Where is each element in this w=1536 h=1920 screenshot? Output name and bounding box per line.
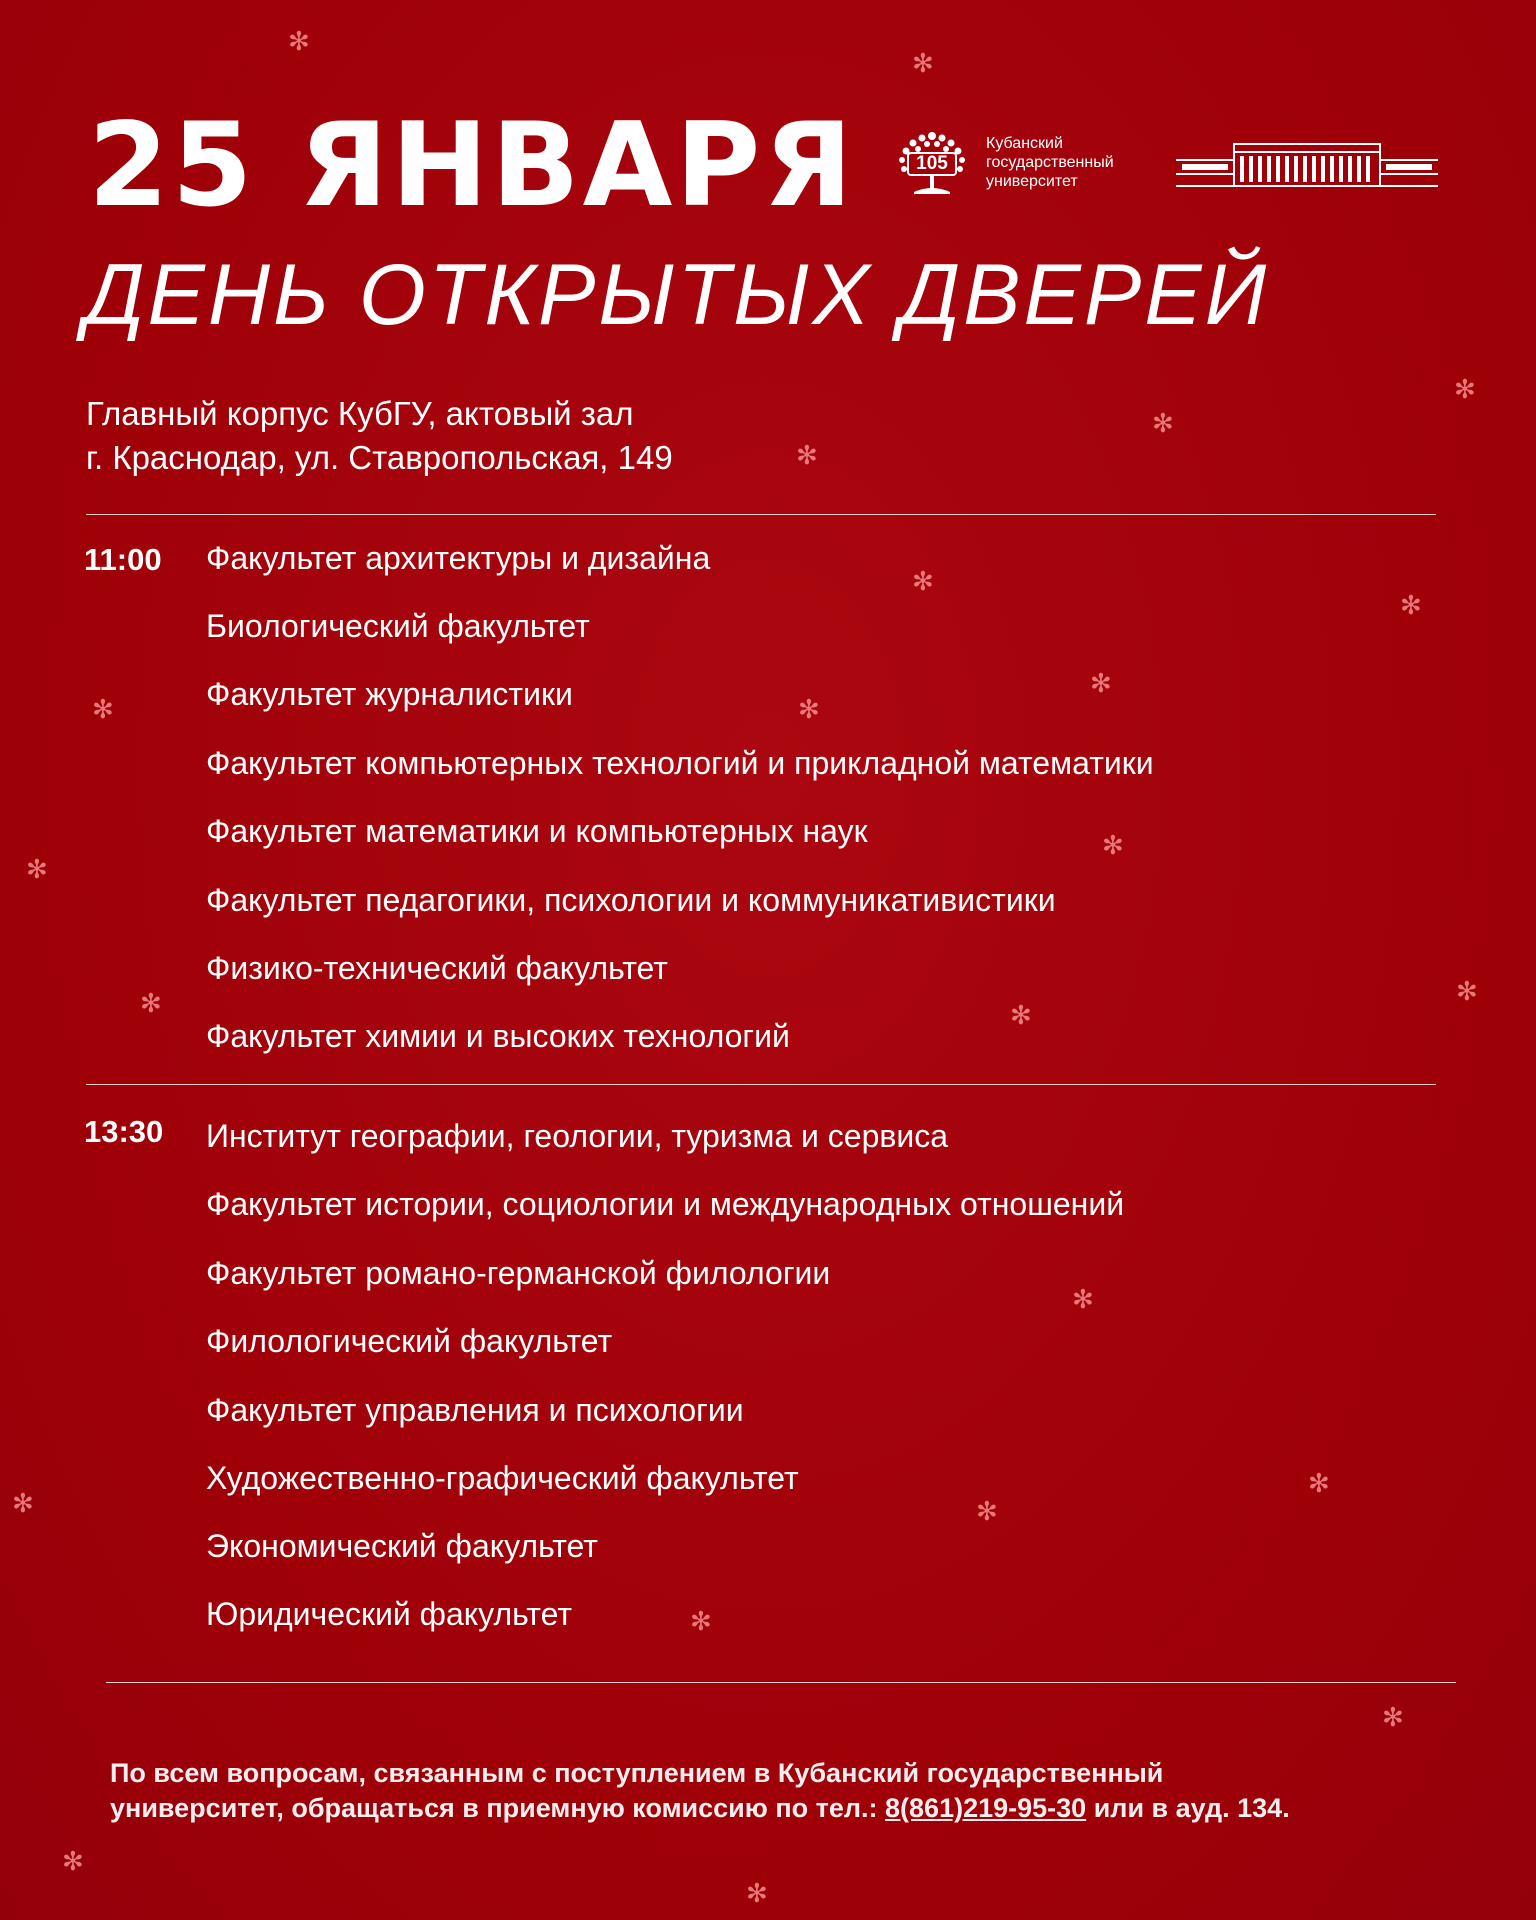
snowflake-icon: ✻	[12, 1488, 34, 1518]
snowflake-icon: ✻	[1400, 590, 1422, 620]
divider	[106, 1682, 1456, 1683]
faculty-item: Биологический факультет	[206, 608, 590, 644]
faculty-item: Факультет истории, социологии и международных отношений	[206, 1186, 1125, 1222]
faculty-item: Экономический факультет	[206, 1528, 598, 1564]
university-name-line: университет	[986, 173, 1078, 190]
logo-badge-number: 105	[916, 153, 948, 174]
snowflake-icon: ✻	[1102, 830, 1124, 860]
event-address	[86, 392, 673, 480]
university-building-icon	[1176, 138, 1438, 192]
snowflake-icon: ✻	[1454, 374, 1476, 404]
university-name-line: Кубанский	[986, 135, 1063, 152]
address-line-street: г. Краснодар, ул. Ставропольская, 149	[86, 439, 673, 476]
faculty-item: Факультет архитектуры и дизайна	[206, 540, 711, 576]
faculty-item: Художественно-графический факультет	[206, 1460, 799, 1496]
snowflake-icon: ✻	[976, 1496, 998, 1526]
university-building	[1176, 138, 1438, 192]
snowflake-icon: ✻	[288, 26, 310, 56]
session-time: 11:00	[84, 542, 162, 577]
contact-note-text: университет, обращаться в приемную комиссию по тел.:	[110, 1793, 886, 1823]
snowflake-icon: ✻	[746, 1878, 768, 1908]
address-line-venue: Главный корпус КубГУ, актовый зал	[86, 395, 634, 432]
snowflake-icon: ✻	[140, 988, 162, 1018]
faculty-item: Институт географии, геологии, туризма и сервиса	[206, 1118, 949, 1154]
faculty-item: Факультет управления и психологии	[206, 1392, 744, 1428]
faculty-item: Юридический факультет	[206, 1596, 572, 1632]
university-logo	[884, 126, 980, 198]
contact-note	[110, 1756, 1440, 1826]
snowflake-icon: ✻	[912, 48, 934, 78]
faculty-item: Факультет журналистики	[206, 676, 573, 712]
snowflake-icon: ✻	[1090, 668, 1112, 698]
faculty-item: Факультет педагогики, психологии и коммуникативистики	[206, 882, 1056, 918]
phone-link[interactable]: 8(861)219-95-30	[885, 1793, 1087, 1823]
university-name	[986, 134, 1114, 191]
contact-note-line: По всем вопросам, связанным с поступлением в Кубанский государственный	[110, 1758, 1164, 1788]
faculty-item: Физико-технический факультет	[206, 950, 668, 986]
university-name-line: государственный	[986, 154, 1114, 171]
snowflake-icon: ✻	[796, 440, 818, 470]
snowflake-icon: ✻	[92, 694, 114, 724]
snowflake-icon: ✻	[1152, 408, 1174, 438]
event-title: ДЕНЬ ОТКРЫТЫХ ДВЕРЕЙ	[84, 247, 1270, 343]
faculty-item: Факультет компьютерных технологий и прикладной математики	[206, 745, 1154, 781]
divider	[86, 514, 1436, 515]
snowflake-icon: ✻	[26, 854, 48, 884]
snowflake-icon: ✻	[1072, 1284, 1094, 1314]
faculty-item: Факультет романо-германской филологии	[206, 1255, 831, 1291]
divider	[86, 1084, 1436, 1085]
faculty-item: Факультет математики и компьютерных наук	[206, 813, 868, 849]
snowflake-icon: ✻	[912, 566, 934, 596]
snowflake-icon: ✻	[1456, 976, 1478, 1006]
snowflake-icon: ✻	[690, 1606, 712, 1636]
snowflake-icon: ✻	[62, 1846, 84, 1876]
contact-note-line	[110, 1791, 1440, 1826]
snowflake-icon: ✻	[798, 694, 820, 724]
contact-note-text: или в ауд. 134.	[1086, 1793, 1290, 1823]
snowflake-icon: ✻	[1382, 1702, 1404, 1732]
session-time: 13:30	[84, 1114, 164, 1149]
event-date: 25 ЯНВАРЯ	[88, 98, 856, 233]
snowflake-icon: ✻	[1010, 1000, 1032, 1030]
snowflake-icon: ✻	[1308, 1468, 1330, 1498]
faculty-item: Факультет химии и высоких технологий	[206, 1018, 790, 1054]
faculty-item: Филологический факультет	[206, 1323, 613, 1359]
